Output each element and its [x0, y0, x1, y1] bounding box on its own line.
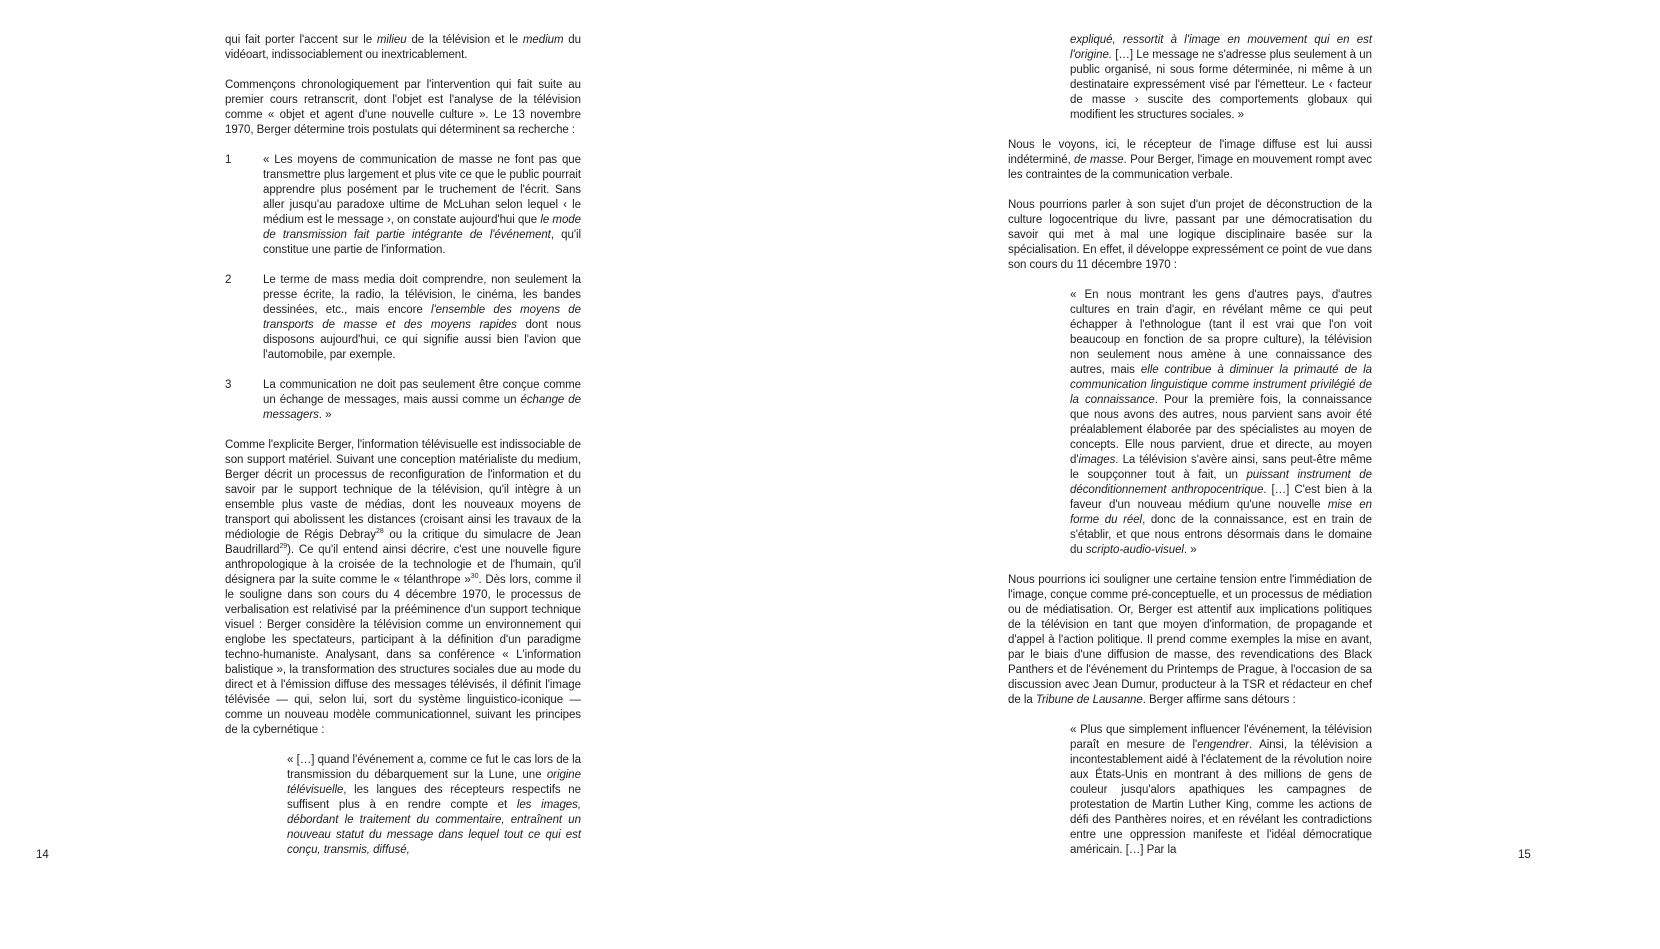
italic-text: puissant instrument de déconditionnement anthropocentrique: [1070, 469, 1372, 496]
paragraph: Comme l'explicite Berger, l'information télévisuelle est indissociable de son support matériel. Suivant une conception matérialiste du medium, Berger décrit un processus de reconfiguration de l'information et du savoir par le support technique de la télévision, qu'il intègre à un ensemble plus vaste de médias, dont les nouveaux moyens de transport qui abolissent les distances (croisant ainsi les travaux de la médiologie de Régis Debray$^{28}$ ou la critique du simulacre de Jean Baudrillard$^{29}$). Ce qu'il entend ainsi décrire, c'est une nouvelle figure anthropologique à la croisée de la technologie et de l'humain, qu'il désignera par la suite comme le « télanthrope »$^{30}$. Dès lors, comme il le souligne dans son cours du 4 décembre 1970, le processus de verbalisation est relativisé par la prééminence d'un support technique visuel : Berger considère la télévision comme un environnement qui englobe les spectateurs, participant à la définition d'un paradigme techno-humaniste. Analysant, dans sa conférence « L'information balistique », la transformation des structures sociales due au mode du direct et à l'émission diffuse des messages télévisés, il définit l'image télévisée — qui, selon lui, sort du système linguistico-iconique — comme un nouveau modèle communicationnel, suivant les principes de la cybernétique :: [225, 439, 582, 736]
block-quote: « Plus que simplement influencer l'événement, la télévision paraît en mesure de l'engendrer. Ainsi, la télévision a incontestablement aidé à l'éclatement de la révolution noire aux États-Unis en montrant à des millions de gens de couleur jusqu'alors apathiques les campagnes de protestation de Martin Luther King, comme les actions de défi des Panthères noires, et en révélant les contradictions entre une oppression manifeste et l'idéal démocratique américain. […] Par la: [1070, 724, 1372, 856]
footnote-reference: 30: [470, 573, 479, 581]
list-item-number: 1: [225, 154, 232, 166]
italic-text: le mode de transmission fait partie intégrante de l'événement: [263, 214, 581, 241]
footnote-reference: 28: [375, 528, 384, 536]
italic-text: medium: [522, 34, 564, 46]
italic-text: milieu: [376, 34, 407, 46]
numbered-list-item: [225, 378, 581, 423]
footnote-reference: 29: [279, 543, 288, 551]
italic-text: scripto-audio-visuel: [1085, 544, 1184, 556]
list-item-text: « Les moyens de communication de masse ne font pas que transmettre plus largement et plus vite ce que le public pourrait apprendre plus posément par le truchement de l'écrit. Sans aller jusqu'au paradoxe ultime de McLuhan selon lequel ‹ le médium est le message ›, on constate aujourd'hui que le mode de transmission fait partie intégrante de l'événement, qu'il constitue une partie de l'information.: [263, 154, 581, 256]
page-number-right: 15: [1518, 849, 1531, 861]
paragraph: Nous pourrions ici souligner une certaine tension entre l'immédiation de l'image, conçue comme pré-conceptuelle, et un processus de médiation ou de médiatisation. Or, Berger est attentif aux implications politiques de la télévision en tant que moyen d'information, de propagande et d'appel à l'action politique. Il prend comme exemples la mise en avant, par le biais d'une diffusion de masse, des revendications des Black Panthers et de l'événement du Printemps de Prague, à l'occasion de sa discussion avec Jean Dumur, producteur à la TSR et rédacteur en chef de la Tribune de Lausanne. Berger affirme sans détours :: [1008, 574, 1372, 706]
italic-text: les images, débordant le traitement du commentaire, entraînent un nouveau statut du message dans lequel tout ce qui est conçu, transmis, diffusé,: [287, 799, 581, 856]
italic-text: l'ensemble des moyens de transports de masse et des moyens rapides: [263, 304, 582, 331]
list-item-text: La communication ne doit pas seulement être conçue comme un échange de messages, mais aussi comme un échange de messagers. »: [263, 379, 581, 421]
paragraph: Nous pourrions parler à son sujet d'un projet de déconstruction de la culture logocentrique du livre, passant par une démocratisation du savoir qui met à mal une logique disciplinaire basée sur la spécialisation. En effet, il développe expressément ce point de vue dans son cours du 11 décembre 1970 :: [1008, 199, 1372, 271]
list-item-number: 3: [225, 379, 232, 391]
numbered-list-item: [225, 273, 581, 363]
block-quote: « En nous montrant les gens d'autres pays, d'autres cultures en train d'agir, en révélant même ce qui peut échapper à l'ethnologue (tant il est vrai que l'on voit beaucoup en fonction de sa propre culture), la télévision non seulement nous amène à une connaissance des autres, mais elle contribue à diminuer la primauté de la communication linguistique comme instrument privilégié de la connaissance. Pour la première fois, la connaissance que nous avons des autres, nous parvient sans avoir été préalablement élaborée par des spécialistes au moyen de concepts. Elle nous parvient, drue et directe, au moyen d'images. La télévision s'avère ainsi, sans peut-être même le soupçonner tout à fait, un puissant instrument de déconditionnement anthropocentrique. […] C'est bien à la faveur d'un nouveau médium qu'une nouvelle mise en forme du réel, donc de la connaissance, est en train de s'établir, et que nous entrons désormais dans le domaine du scripto-audio-visuel. »: [1070, 289, 1373, 556]
list-item-text: Le terme de mass media doit comprendre, non seulement la presse écrite, la radio, la télévision, le cinéma, les bandes dessinées, etc., mais encore l'ensemble des moyens de transports de masse et des moyens rapides dont nous disposons aujourd'hui, ce qui signifie aussi bien l'avion que l'automobile, par exemple.: [263, 274, 582, 361]
italic-text: échange de messagers: [263, 394, 581, 421]
page-14-text-column: [225, 33, 581, 858]
italic-text: expliqué, ressortit à l'image en mouvement qui en est l'origine.: [1070, 34, 1372, 61]
list-item-number: 2: [225, 274, 232, 286]
italic-text: engendrer: [1197, 739, 1250, 751]
paragraph: qui fait porter l'accent sur le milieu de la télévision et le medium du vidéoart, indissociablement ou inextricablement.: [225, 34, 581, 61]
paragraph: Nous le voyons, ici, le récepteur de l'image diffuse est lui aussi indéterminé, de masse. Pour Berger, l'image en mouvement rompt avec les contraintes de la communication verbale.: [1008, 139, 1372, 181]
italic-text: mise en forme du réel: [1070, 499, 1372, 526]
block-quote: expliqué, ressortit à l'image en mouvement qui en est l'origine. […] Le message ne s'adresse plus seulement à un public organisé, ni sous forme déterminée, ni même à un destinataire expressément visé par l'émetteur. Le ‹ facteur de masse › suscite des comportements globaux qui modifient les structures sociales. »: [1070, 34, 1372, 121]
italic-text: origine télévisuelle: [287, 769, 581, 796]
italic-text: images: [1078, 454, 1116, 466]
page-number-left: 14: [36, 849, 49, 861]
paragraph: Commençons chronologiquement par l'intervention qui fait suite au premier cours retranscrit, dont l'objet est l'analyse de la télévision comme « objet et agent d'une nouvelle culture ». Le 13 novembre 1970, Berger détermine trois postulats qui déterminent sa recherche :: [225, 79, 581, 136]
italic-text: de masse: [1074, 154, 1124, 166]
numbered-list-item: [225, 153, 581, 258]
italic-text: elle contribue à diminuer la primauté de la communication linguistique comme instrument privilégié de la connaissance: [1070, 364, 1372, 406]
page-15-text-column: [1008, 33, 1372, 858]
italic-text: Tribune de Lausanne: [1035, 694, 1143, 706]
block-quote: « […] quand l'événement a, comme ce fut le cas lors de la transmission du débarquement sur la Lune, une origine télévisuelle, les langues des récepteurs respectifs ne suffisent plus à en rendre compte et les images, débordant le traitement du commentaire, entraînent un nouveau statut du message dans lequel tout ce qui est conçu, transmis, diffusé,: [287, 754, 581, 856]
